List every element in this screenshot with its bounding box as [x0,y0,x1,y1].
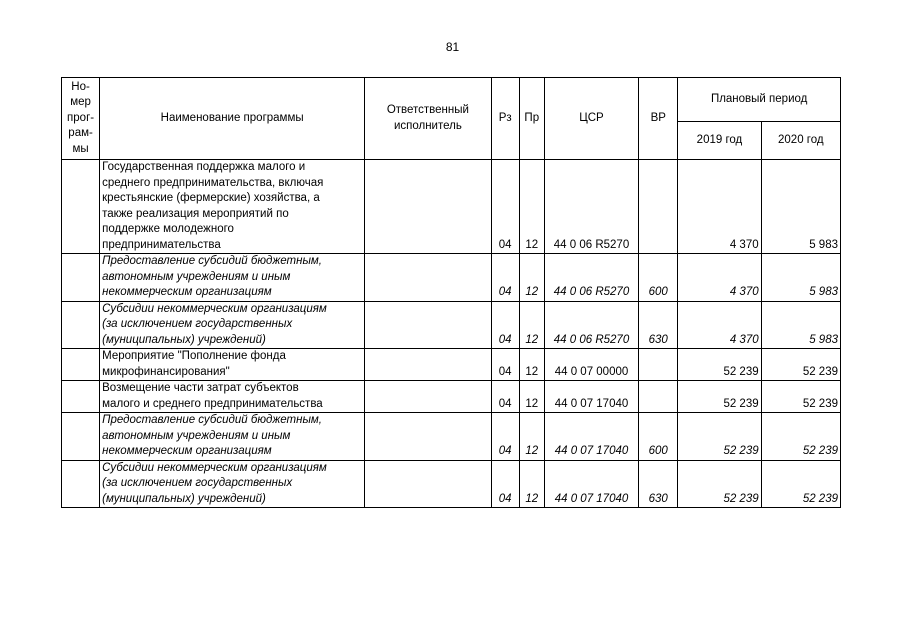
cell-csr: 44 0 06 R5270 [544,301,638,349]
program-name-line: также реализация мероприятий по [102,207,289,220]
cell-responsible [365,413,491,461]
cell-year-2019: 4 370 [678,301,761,349]
header-plan-period: Плановый период [678,78,841,122]
program-name-line: некоммерческим организациям [102,286,272,298]
cell-pr: 12 [519,160,544,254]
program-name-line: некоммерческим организациям [102,445,272,457]
cell-program-name [100,460,365,508]
page-number: 81 [445,40,460,54]
table-row [62,381,841,413]
program-name-line: малого и среднего предпринимательства [102,397,323,410]
table-row [62,254,841,302]
program-name-line: среднего предпринимательства, включая [102,176,324,189]
program-name-line: Предоставление субсидий бюджетным, [102,255,322,267]
cell-csr: 44 0 07 17040 [544,460,638,508]
cell-pr: 12 [519,301,544,349]
cell-vr: 600 [639,413,678,461]
cell-program-name [100,160,365,254]
table-row [62,160,841,254]
header-program-name: Наименование программы [100,78,365,160]
cell-responsible [365,349,491,381]
program-name-line: Субсидии некоммерческим организациям [102,302,327,315]
cell-program-number [62,254,100,302]
cell-rz: 04 [491,381,519,413]
cell-responsible [365,160,491,254]
cell-program-name [100,381,365,413]
header-vr: ВР [639,78,678,160]
cell-program-number [62,160,100,254]
cell-pr: 12 [519,460,544,508]
cell-program-number [62,349,100,381]
table-row [62,349,841,381]
cell-rz: 04 [491,301,519,349]
cell-rz: 04 [491,349,519,381]
cell-responsible [365,254,491,302]
cell-csr: 44 0 07 17040 [544,381,638,413]
program-name-line: (за исключением государственных [102,477,293,489]
cell-program-name [100,301,365,349]
header-year-2019: 2019 год [678,122,761,160]
cell-year-2019: 52 239 [678,460,761,508]
cell-year-2019: 52 239 [678,349,761,381]
cell-vr: 630 [639,460,678,508]
program-name-line: Предоставление субсидий бюджетным, [102,414,322,426]
header-pr: Пр [519,78,544,160]
cell-vr [639,349,678,381]
program-name-line: Мероприятие "Пополнение фонда [102,350,286,362]
cell-responsible [365,460,491,508]
cell-program-number [62,381,100,413]
cell-rz: 04 [491,160,519,254]
cell-year-2020: 52 239 [761,460,840,508]
table-body [62,160,841,508]
program-name-line: (муниципальных) учреждений) [102,333,266,346]
header-program-number: Но- мер прог- рам- мы [62,78,100,160]
program-name-line: Возмещение части затрат субъектов [102,382,299,394]
budget-table [61,77,841,508]
cell-program-name [100,349,365,381]
cell-year-2020: 52 239 [761,413,840,461]
cell-year-2020: 5 983 [761,254,840,302]
program-name-line: микрофинансирования" [102,365,230,378]
cell-pr: 12 [519,413,544,461]
program-name-line: (муниципальных) учреждений) [102,492,266,505]
cell-program-number [62,301,100,349]
program-name-line: Государственная поддержка малого и [102,161,306,173]
cell-year-2020: 5 983 [761,301,840,349]
header-year-2020: 2020 год [761,122,840,160]
program-name-line: (за исключением государственных [102,318,293,330]
program-name-line: автономным учреждениям и иным [102,270,291,283]
cell-program-name [100,254,365,302]
cell-rz: 04 [491,460,519,508]
cell-vr [639,160,678,254]
cell-vr: 600 [639,254,678,302]
program-name-line: Субсидии некоммерческим организациям [102,461,327,474]
cell-rz: 04 [491,413,519,461]
cell-program-number [62,413,100,461]
cell-year-2020: 52 239 [761,381,840,413]
table-row [62,413,841,461]
program-name-line: предпринимательства [102,238,221,251]
cell-pr: 12 [519,254,544,302]
cell-year-2019: 52 239 [678,413,761,461]
cell-year-2020: 5 983 [761,160,840,254]
table-header [62,78,841,160]
program-name-line: автономным учреждениям и иным [102,429,291,442]
header-csr: ЦСР [544,78,638,160]
cell-year-2019: 52 239 [678,381,761,413]
cell-csr: 44 0 06 R5270 [544,160,638,254]
cell-program-number [62,460,100,508]
cell-year-2020: 52 239 [761,349,840,381]
cell-vr [639,381,678,413]
program-name-line: поддержке молодежного [102,223,234,235]
cell-responsible [365,381,491,413]
cell-vr: 630 [639,301,678,349]
cell-program-name [100,413,365,461]
cell-pr: 12 [519,349,544,381]
cell-csr: 44 0 07 17040 [544,413,638,461]
table-row [62,301,841,349]
cell-responsible [365,301,491,349]
cell-pr: 12 [519,381,544,413]
program-name-line: крестьянские (фермерские) хозяйства, а [102,192,320,204]
table-row [62,460,841,508]
cell-year-2019: 4 370 [678,160,761,254]
header-rz: Рз [491,78,519,160]
cell-csr: 44 0 06 R5270 [544,254,638,302]
cell-year-2019: 4 370 [678,254,761,302]
cell-rz: 04 [491,254,519,302]
header-responsible: Ответственный исполнитель [365,78,491,160]
cell-csr: 44 0 07 00000 [544,349,638,381]
